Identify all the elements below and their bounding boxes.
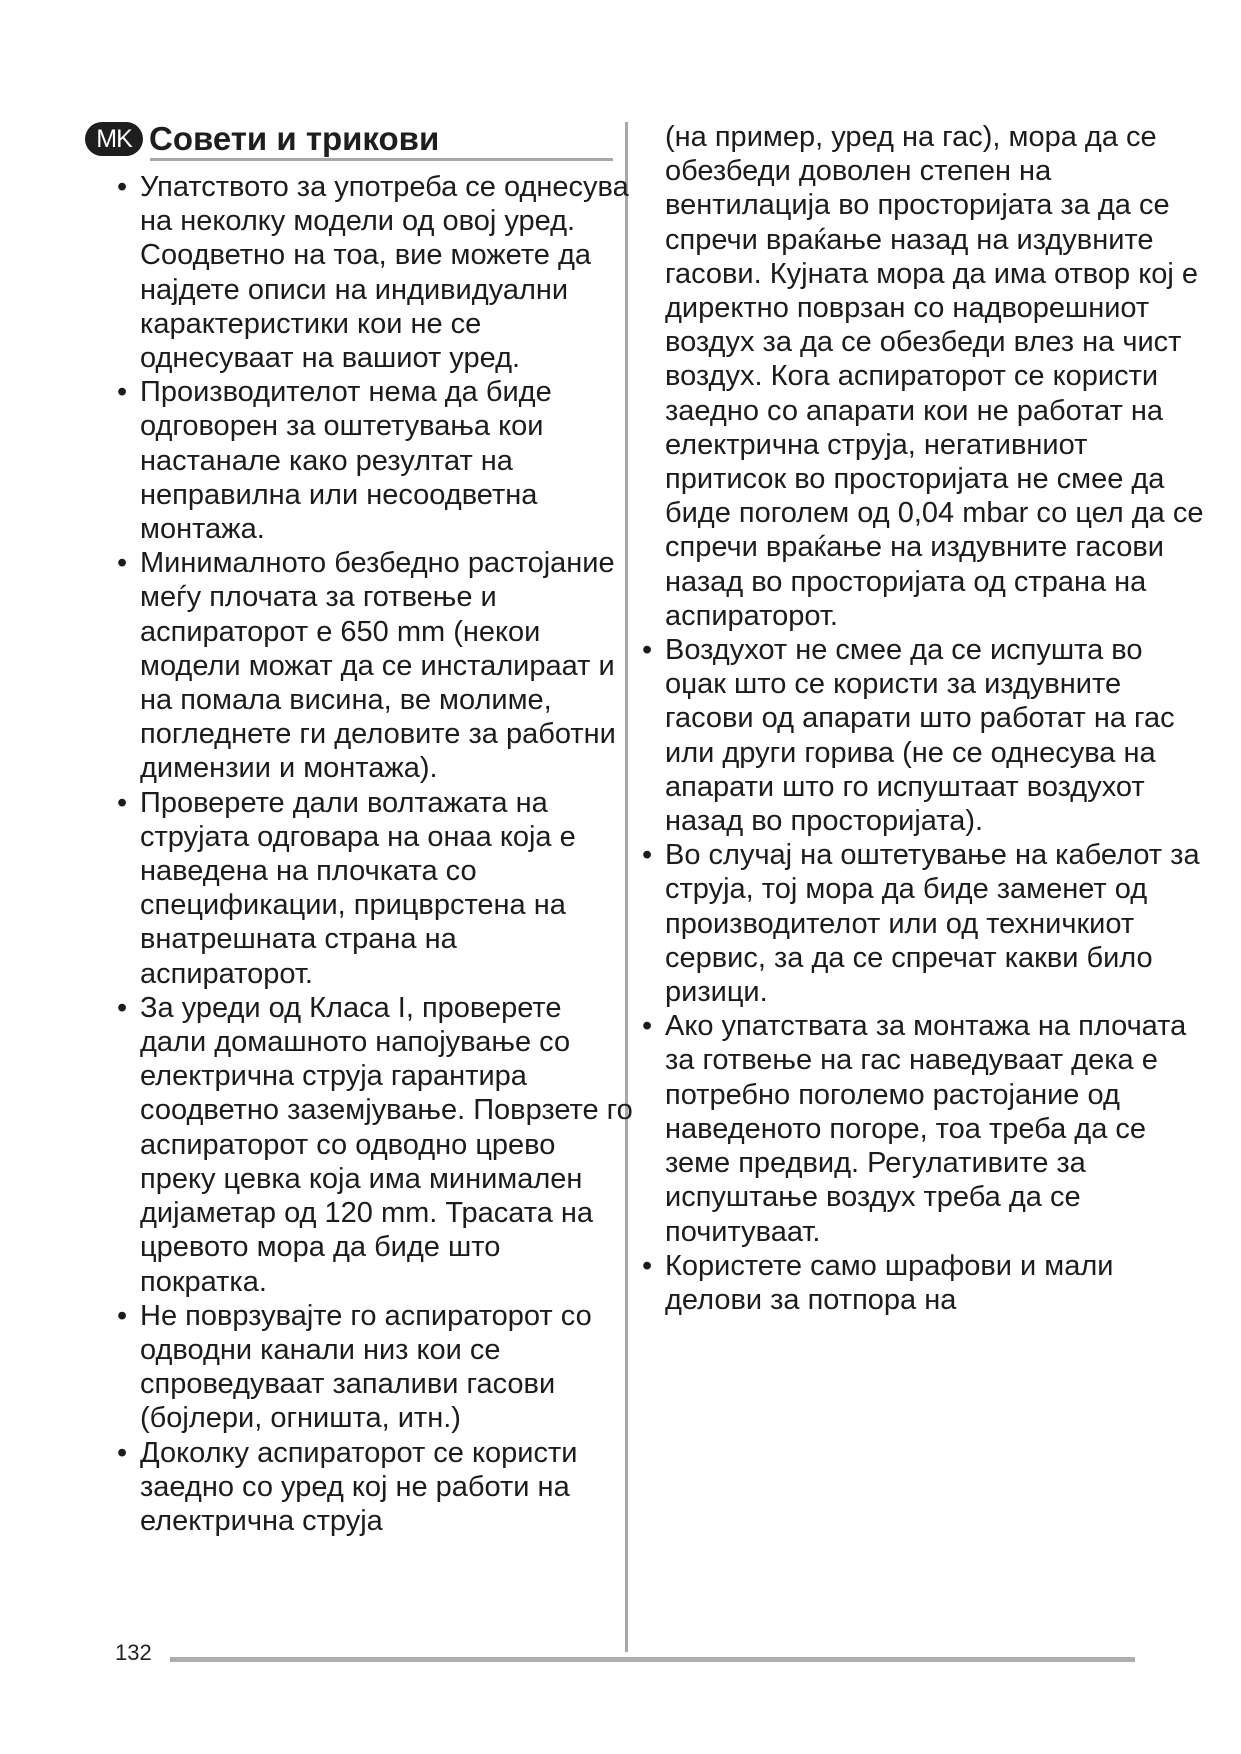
left-column xyxy=(115,170,635,1538)
list-item: • Проверете дали волтажата на струјата одговара на онаа која е наведена на плочката со спецификации, прицврстена на внатрешната страна на аспираторот. xyxy=(115,786,635,991)
list-item: • Користете само шрафови и мали делови за потпора на xyxy=(640,1249,1210,1317)
list-item: • Воздухот не смее да се испушта во оџак што се користи за издувните гасови од апарати што работат на гас или други горива (не се однесува на апарати што го испуштаат воздухот назад во просторијата). xyxy=(640,633,1210,838)
list-item: • Доколку аспираторот се користи заедно со уред кој не работи на електрична струја xyxy=(115,1436,635,1539)
list-item: • Ако упатствата за монтажа на плочата за готвење на гас наведуваат дека е потребно поголемо растојание од наведеното погоре, тоа треба да се земе предвид. Регулативите за испуштање воздух треба да се почитуваат. xyxy=(640,1009,1210,1248)
footer-divider xyxy=(170,1657,1135,1662)
list-item: • Минималното безбедно растојание меѓу плочата за готвење и аспираторот е 650 mm (некои модели можат да се инсталираат и на помала висина, ве молиме, погледнете ги деловите за работни димензии и монтажа). xyxy=(115,546,635,785)
header-divider xyxy=(150,158,613,161)
list-item: • Во случај на оштетување на кабелот за струја, тој мора да биде заменет од производителот или од техничкиот сервис, за да се спречат какви било ризици. xyxy=(640,838,1210,1009)
list-item: • Производителот нема да биде одговорен за оштетувања кои настанале како резултат на неправилна или несоодветна монтажа. xyxy=(115,375,635,546)
list-item: • За уреди од Класа I, проверете дали домашното напојување со електрична струја гарантира соодветно заземјување. Поврзете го аспираторот со одводно црево преку цевка која има минимален дијаметар од 120 mm. Трасата на цревото мора да биде што пократка. xyxy=(115,991,635,1299)
continued-paragraph: (на пример, уред на гас), мора да се обезбеди доволен степен на вентилација во просторијата за да се спречи враќање назад на издувните гасови. Кујната мора да има отвор кој е директно поврзан со надворешниот воздух за да се обезбеди влез на чист воздух. Кога аспираторот се користи заедно со апарати кои не работат на електрична струја, негативниот притисок во просторијата не смее да биде поголем од 0,04 mbar со цел да се спречи враќање на издувните гасови назад во просторијата од страна на аспираторот. xyxy=(665,121,1204,632)
page-number: 132 xyxy=(115,1640,152,1665)
language-badge: MK xyxy=(85,122,143,156)
section-header xyxy=(85,118,613,160)
list-item: • Упатството за употреба се однесува на неколку модели од овој уред. Соодветно на тоа, вие можете да најдете описи на индивидуални карактеристики кои не се однесуваат на вашиот уред. xyxy=(115,170,635,375)
list-item: • Не поврзувајте го аспираторот со одводни канали низ кои се спроведуваат запаливи гасови (бојлери, огништа, итн.) xyxy=(115,1299,635,1436)
right-column xyxy=(640,120,1210,1317)
section-title: Совети и трикови xyxy=(149,120,440,157)
